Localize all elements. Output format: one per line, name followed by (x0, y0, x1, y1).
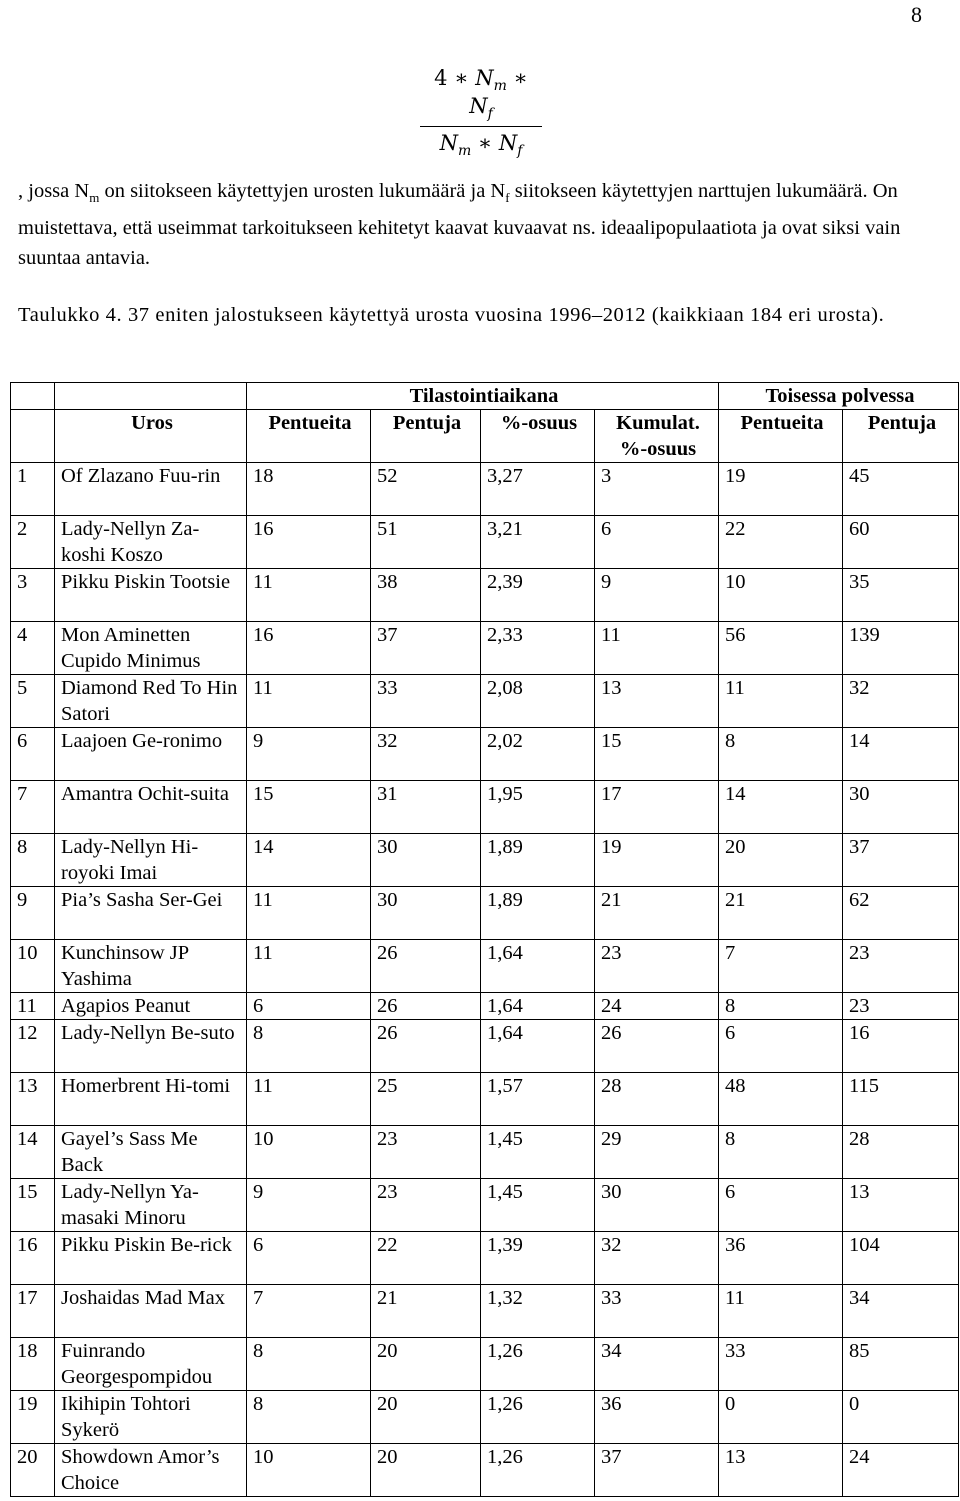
cell-male-name: Lady-Nellyn Ya-masaki Minoru (55, 1179, 247, 1232)
cell-cumulative: 28 (595, 1073, 719, 1126)
cell-cumulative: 19 (595, 834, 719, 887)
cell-puppies: 21 (371, 1285, 481, 1338)
cell-rank: 8 (11, 834, 55, 887)
cell-male-name: Diamond Red To Hin Satori (55, 675, 247, 728)
cell-puppies: 33 (371, 675, 481, 728)
cell-puppies: 30 (371, 887, 481, 940)
cell-rank: 13 (11, 1073, 55, 1126)
table-row (11, 940, 959, 993)
header-empty-rank (11, 383, 55, 410)
cell-rank: 10 (11, 940, 55, 993)
cell-share: 1,26 (481, 1338, 595, 1391)
cell-rank: 15 (11, 1179, 55, 1232)
cell-male-name: Showdown Amor’s Choice (55, 1444, 247, 1497)
cell-share: 1,89 (481, 834, 595, 887)
cell-cumulative: 21 (595, 887, 719, 940)
cell-puppies-2: 16 (843, 1020, 959, 1073)
cell-puppies: 38 (371, 569, 481, 622)
cell-male-name: Agapios Peanut (55, 993, 247, 1020)
table-row (11, 1073, 959, 1126)
cell-litters-2: 6 (719, 1020, 843, 1073)
cell-litters: 15 (247, 781, 371, 834)
cell-male-name: Homerbrent Hi-tomi (55, 1073, 247, 1126)
cell-rank: 7 (11, 781, 55, 834)
cell-litters-2: 22 (719, 516, 843, 569)
cell-rank: 4 (11, 622, 55, 675)
cell-male-name: Of Zlazano Fuu-rin (55, 463, 247, 516)
table-row (11, 1126, 959, 1179)
cell-cumulative: 30 (595, 1179, 719, 1232)
cell-cumulative: 24 (595, 993, 719, 1020)
cell-puppies-2: 28 (843, 1126, 959, 1179)
cell-rank: 19 (11, 1391, 55, 1444)
cell-puppies-2: 37 (843, 834, 959, 887)
cell-share: 3,21 (481, 516, 595, 569)
cell-share: 1,64 (481, 1020, 595, 1073)
cell-cumulative: 34 (595, 1338, 719, 1391)
cell-share: 2,08 (481, 675, 595, 728)
cell-litters: 11 (247, 1073, 371, 1126)
cell-puppies-2: 45 (843, 463, 959, 516)
table-row (11, 1232, 959, 1285)
header-puppies-2: Pentuja (843, 410, 959, 463)
cell-cumulative: 6 (595, 516, 719, 569)
cell-rank: 20 (11, 1444, 55, 1497)
cell-share: 2,33 (481, 622, 595, 675)
male-usage-table (10, 382, 959, 1497)
cell-share: 1,26 (481, 1391, 595, 1444)
page-number: 8 (911, 2, 922, 27)
cell-litters-2: 7 (719, 940, 843, 993)
cell-litters: 10 (247, 1126, 371, 1179)
table-row (11, 1391, 959, 1444)
cell-rank: 18 (11, 1338, 55, 1391)
cell-puppies-2: 32 (843, 675, 959, 728)
cell-puppies: 20 (371, 1444, 481, 1497)
table-row (11, 569, 959, 622)
header-puppies: Pentuja (371, 410, 481, 463)
cell-male-name: Fuinrando Georgespompidou (55, 1338, 247, 1391)
header-share: %-osuus (481, 410, 595, 463)
cell-puppies-2: 115 (843, 1073, 959, 1126)
table-row (11, 516, 959, 569)
cell-litters: 9 (247, 1179, 371, 1232)
cell-male-name: Pia’s Sasha Ser-Gei (55, 887, 247, 940)
table-row (11, 1020, 959, 1073)
cell-male-name: Lady-Nellyn Hi-royoki Imai (55, 834, 247, 887)
cell-cumulative: 32 (595, 1232, 719, 1285)
cell-puppies: 52 (371, 463, 481, 516)
cell-puppies-2: 23 (843, 993, 959, 1020)
cell-puppies-2: 104 (843, 1232, 959, 1285)
cell-male-name: Joshaidas Mad Max (55, 1285, 247, 1338)
cell-cumulative: 11 (595, 622, 719, 675)
cell-rank: 2 (11, 516, 55, 569)
cell-litters-2: 21 (719, 887, 843, 940)
cell-male-name: Kunchinsow JP Yashima (55, 940, 247, 993)
cell-cumulative: 37 (595, 1444, 719, 1497)
cell-puppies-2: 0 (843, 1391, 959, 1444)
cell-rank: 14 (11, 1126, 55, 1179)
cell-rank: 11 (11, 993, 55, 1020)
cell-litters: 7 (247, 1285, 371, 1338)
cell-puppies: 26 (371, 1020, 481, 1073)
table-row (11, 887, 959, 940)
formula-numerator: 4 ∗ $N_m$ ∗ $N_f$ (420, 66, 542, 127)
cell-litters: 11 (247, 887, 371, 940)
cell-cumulative: 15 (595, 728, 719, 781)
cell-male-name: Lady-Nellyn Be-suto (55, 1020, 247, 1073)
cell-rank: 1 (11, 463, 55, 516)
table-row (11, 622, 959, 675)
cell-puppies-2: 34 (843, 1285, 959, 1338)
cell-male-name: Lady-Nellyn Za-koshi Koszo (55, 516, 247, 569)
cell-litters: 11 (247, 940, 371, 993)
cell-litters: 6 (247, 993, 371, 1020)
cell-litters-2: 11 (719, 1285, 843, 1338)
cell-litters: 18 (247, 463, 371, 516)
cell-litters: 6 (247, 1232, 371, 1285)
cell-litters-2: 11 (719, 675, 843, 728)
table-row (11, 728, 959, 781)
cell-share: 3,27 (481, 463, 595, 516)
cell-puppies: 26 (371, 940, 481, 993)
cell-litters-2: 36 (719, 1232, 843, 1285)
cell-puppies: 51 (371, 516, 481, 569)
cell-cumulative: 33 (595, 1285, 719, 1338)
table-row (11, 1444, 959, 1497)
cell-share: 1,26 (481, 1444, 595, 1497)
cell-rank: 12 (11, 1020, 55, 1073)
cell-puppies: 25 (371, 1073, 481, 1126)
cell-puppies-2: 24 (843, 1444, 959, 1497)
cell-litters: 11 (247, 675, 371, 728)
cell-share: 1,45 (481, 1126, 595, 1179)
cell-litters-2: 19 (719, 463, 843, 516)
cell-puppies: 22 (371, 1232, 481, 1285)
cell-puppies: 23 (371, 1126, 481, 1179)
cell-male-name: Amantra Ochit-suita (55, 781, 247, 834)
cell-litters-2: 8 (719, 993, 843, 1020)
cell-puppies-2: 35 (843, 569, 959, 622)
table-row (11, 834, 959, 887)
cell-litters-2: 10 (719, 569, 843, 622)
cell-puppies-2: 60 (843, 516, 959, 569)
cell-rank: 9 (11, 887, 55, 940)
cell-puppies-2: 14 (843, 728, 959, 781)
cell-litters: 8 (247, 1338, 371, 1391)
cell-share: 1,89 (481, 887, 595, 940)
cell-male-name: Pikku Piskin Be-rick (55, 1232, 247, 1285)
cell-puppies-2: 85 (843, 1338, 959, 1391)
cell-puppies-2: 139 (843, 622, 959, 675)
cell-puppies: 20 (371, 1338, 481, 1391)
cell-rank: 5 (11, 675, 55, 728)
header-stats-period: Tilastointiaikana (247, 383, 719, 410)
cell-puppies: 37 (371, 622, 481, 675)
cell-puppies-2: 30 (843, 781, 959, 834)
cell-litters: 16 (247, 516, 371, 569)
header-rank (11, 410, 55, 463)
cell-puppies: 32 (371, 728, 481, 781)
cell-puppies: 26 (371, 993, 481, 1020)
cell-cumulative: 36 (595, 1391, 719, 1444)
cell-litters: 8 (247, 1020, 371, 1073)
cell-litters: 9 (247, 728, 371, 781)
cell-litters-2: 0 (719, 1391, 843, 1444)
cell-puppies: 20 (371, 1391, 481, 1444)
header-male: Uros (55, 410, 247, 463)
cell-share: 1,45 (481, 1179, 595, 1232)
cell-puppies-2: 13 (843, 1179, 959, 1232)
cell-litters-2: 56 (719, 622, 843, 675)
table-row (11, 781, 959, 834)
formula-denominator: $N_m$ ∗ $N_f$ (439, 131, 523, 160)
cell-puppies: 30 (371, 834, 481, 887)
cell-male-name: Ikihipin Tohtori Sykerö (55, 1391, 247, 1444)
cell-male-name: Gayel’s Sass Me Back (55, 1126, 247, 1179)
cell-cumulative: 23 (595, 940, 719, 993)
cell-litters: 14 (247, 834, 371, 887)
cell-puppies: 23 (371, 1179, 481, 1232)
table-row (11, 1179, 959, 1232)
cell-litters-2: 20 (719, 834, 843, 887)
cell-litters-2: 33 (719, 1338, 843, 1391)
table-body (11, 463, 959, 1497)
cell-litters-2: 14 (719, 781, 843, 834)
cell-cumulative: 26 (595, 1020, 719, 1073)
cell-puppies: 31 (371, 781, 481, 834)
cell-puppies-2: 62 (843, 887, 959, 940)
table-row (11, 463, 959, 516)
cell-rank: 17 (11, 1285, 55, 1338)
header-litters: Pentueita (247, 410, 371, 463)
cell-litters: 8 (247, 1391, 371, 1444)
cell-share: 1,95 (481, 781, 595, 834)
cell-litters: 16 (247, 622, 371, 675)
cell-male-name: Pikku Piskin Tootsie (55, 569, 247, 622)
cell-cumulative: 29 (595, 1126, 719, 1179)
table-caption: Taulukko 4. 37 eniten jalostukseen käytettyä urosta vuosina 1996–2012 (kaikkiaan 184 eri urosta). (18, 304, 885, 326)
cell-rank: 6 (11, 728, 55, 781)
table-row (11, 993, 959, 1020)
cell-cumulative: 9 (595, 569, 719, 622)
cell-rank: 3 (11, 569, 55, 622)
body-paragraph: , jossa $N_m$ on siitokseen käytettyjen urosten lukumäärä ja $N_f$ siitokseen käytettyjen narttujen lukumäärä. On muistettava, että useimmat tarkoitukseen kehitetyt kaavat kuvaavat ns. ideaalipopulaatiota ja ovat siksi vain suuntaa antavia. (18, 180, 901, 270)
header-second-generation: Toisessa polvessa (719, 383, 959, 410)
cell-cumulative: 17 (595, 781, 719, 834)
cell-male-name: Laajoen Ge-ronimo (55, 728, 247, 781)
table-row (11, 1338, 959, 1391)
header-litters-2: Pentueita (719, 410, 843, 463)
cell-cumulative: 3 (595, 463, 719, 516)
formula (420, 66, 542, 160)
table-row (11, 1285, 959, 1338)
header-empty-male (55, 383, 247, 410)
cell-litters-2: 6 (719, 1179, 843, 1232)
cell-male-name: Mon Aminetten Cupido Minimus (55, 622, 247, 675)
cell-share: 1,64 (481, 993, 595, 1020)
cell-litters: 10 (247, 1444, 371, 1497)
cell-share: 1,39 (481, 1232, 595, 1285)
cell-share: 2,02 (481, 728, 595, 781)
cell-share: 1,32 (481, 1285, 595, 1338)
cell-puppies-2: 23 (843, 940, 959, 993)
cell-share: 1,64 (481, 940, 595, 993)
cell-litters-2: 13 (719, 1444, 843, 1497)
cell-litters-2: 48 (719, 1073, 843, 1126)
cell-litters-2: 8 (719, 1126, 843, 1179)
cell-litters-2: 8 (719, 728, 843, 781)
cell-share: 1,57 (481, 1073, 595, 1126)
table-row (11, 675, 959, 728)
cell-rank: 16 (11, 1232, 55, 1285)
cell-cumulative: 13 (595, 675, 719, 728)
header-cumulative: Kumulat. %-osuus (595, 410, 719, 463)
cell-share: 2,39 (481, 569, 595, 622)
cell-litters: 11 (247, 569, 371, 622)
